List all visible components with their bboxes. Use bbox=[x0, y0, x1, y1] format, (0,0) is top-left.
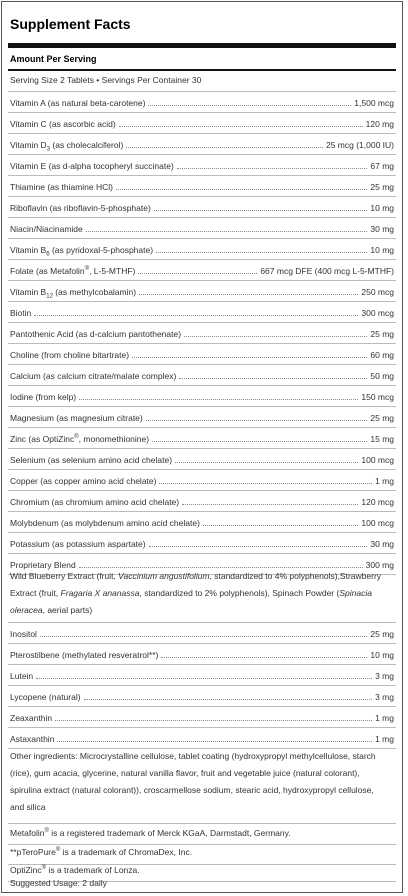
divider bbox=[8, 427, 396, 428]
divider bbox=[8, 154, 396, 155]
nutrient-row-zeaxanthin: Zeaxanthin 1 mg bbox=[10, 713, 394, 723]
nutrient-row-lycopene: Lycopene (natural) 3 mg bbox=[10, 692, 394, 702]
serving-info: Serving Size 2 Tablets • Servings Per Container 30 bbox=[10, 75, 202, 85]
trademark-pteropure: **pTeroPure® is a trademark of ChromaDex, Inc. bbox=[10, 847, 193, 857]
nutrient-row-potassium: Potassium (as potassium aspartate) 30 mg bbox=[10, 539, 394, 549]
nutrient-row-lutein: Lutein 3 mg bbox=[10, 671, 394, 681]
nutrient-row-selenium: Selenium (as selenium amino acid chelate) 100 mcg bbox=[10, 455, 394, 465]
nutrient-row-vitamin-b6: Vitamin $B_6$ (as pyridoxal-5-phosphate) 10 mg bbox=[10, 245, 394, 258]
trademark-optizinc: OptiZinc® is a trademark of Lonza. bbox=[10, 865, 140, 875]
divider bbox=[8, 133, 396, 134]
nutrient-row-astaxanthin: Astaxanthin 1 mg bbox=[10, 734, 394, 744]
divider bbox=[8, 685, 396, 686]
divider bbox=[8, 91, 396, 92]
divider bbox=[8, 406, 396, 407]
thick-divider bbox=[8, 43, 396, 48]
medium-divider bbox=[8, 69, 396, 71]
nutrient-row-biotin: Biotin 300 mcg bbox=[10, 308, 394, 318]
divider bbox=[8, 622, 396, 623]
divider bbox=[8, 385, 396, 386]
divider bbox=[8, 511, 396, 512]
divider bbox=[8, 322, 396, 323]
nutrient-row-choline: Choline (from choline bitartrate) 60 mg bbox=[10, 350, 394, 360]
divider bbox=[8, 217, 396, 218]
nutrient-row-copper: Copper (as copper amino acid chelate) 1 mg bbox=[10, 476, 394, 486]
nutrient-row-vitamin-b12: Vitamin $B_{12}$ (as methylcobalamin) 250 mcg bbox=[10, 287, 394, 300]
nutrient-row-vitamin-e: Vitamin E (as d-alpha tocopheryl succinate) 67 mg bbox=[10, 161, 394, 171]
nutrient-row-calcium: Calcium (as calcium citrate/malate complex) 50 mg bbox=[10, 371, 394, 381]
nutrient-row-iodine: Iodine (from kelp) 150 mcg bbox=[10, 392, 394, 402]
supplement-facts-panel bbox=[1, 1, 403, 893]
divider bbox=[8, 448, 396, 449]
divider bbox=[8, 532, 396, 533]
divider bbox=[8, 238, 396, 239]
nutrient-row-molybdenum: Molybdenum (as molybdenum amino acid chelate) 100 mcg bbox=[10, 518, 394, 528]
nutrient-row-niacin: Niacin/Niacinamide 30 mg bbox=[10, 224, 394, 234]
divider bbox=[8, 664, 396, 665]
divider bbox=[8, 343, 396, 344]
divider bbox=[8, 301, 396, 302]
divider bbox=[8, 175, 396, 176]
divider bbox=[8, 112, 396, 113]
divider bbox=[8, 490, 396, 491]
panel-title: Supplement Facts bbox=[10, 16, 131, 32]
divider bbox=[8, 706, 396, 707]
nutrient-row-riboflavin: Riboflavin (as riboflavin-5-phosphate) 10 mg bbox=[10, 203, 394, 213]
divider bbox=[8, 280, 396, 281]
nutrient-row-inositol: Inositol 25 mg bbox=[10, 629, 394, 639]
suggested-usage: Suggested Usage: 2 daily bbox=[10, 878, 107, 888]
other-ingredients: Other ingredients: Microcrystalline cellulose, tablet coating (hydroxypropyl methylcellulose, starch (rice), gum acacia, glycerine, natural vanilla flavor, fruit and vegetable juice (natural colorant), spirulina extract (natural colorant)), croscarmellose sodium, stearic acid, hydroxypropyl cellulose, and silica bbox=[10, 751, 376, 812]
nutrient-row-folate: Folate (as Metafolin®, L-5-MTHF) 667 mcg DFE (400 mcg L-5-MTHF) bbox=[10, 266, 394, 276]
divider bbox=[8, 823, 396, 824]
nutrient-row-pantothenic-acid: Pantothenic Acid (as d-calcium pantothenate) 25 mg bbox=[10, 329, 394, 339]
divider bbox=[8, 196, 396, 197]
nutrient-row-pterostilbene: Pterostilbene (methylated resveratrol**) 10 mg bbox=[10, 650, 394, 660]
proprietary-blend-description: Wild Blueberry Extract (fruit, Vaccinium angustifolium, standardized to 4% polyphenols),Strawberry Extract (fruit, Fragaria X ananassa, standardized to 2% polyphenols), Spinach Powder (Spinacia oleracea, aerial parts) bbox=[10, 571, 382, 615]
nutrient-row-proprietary-blend: Proprietary Blend 300 mg bbox=[10, 560, 394, 570]
divider bbox=[8, 259, 396, 260]
divider bbox=[8, 727, 396, 728]
nutrient-row-vitamin-a: Vitamin A (as natural beta-carotene) 1,500 mcg bbox=[10, 98, 394, 108]
divider bbox=[8, 364, 396, 365]
nutrient-row-vitamin-d3: Vitamin $D_3$ (as cholecalciferol) 25 mcg (1,000 IU) bbox=[10, 140, 394, 153]
divider bbox=[8, 553, 396, 554]
nutrient-row-magnesium: Magnesium (as magnesium citrate) 25 mg bbox=[10, 413, 394, 423]
divider bbox=[8, 469, 396, 470]
nutrient-row-thiamine: Thiamine (as thiamine HCl) 25 mg bbox=[10, 182, 394, 192]
nutrient-row-zinc: Zinc (as OptiZinc®, monomethionine) 15 mg bbox=[10, 434, 394, 444]
amount-per-serving-header: Amount Per Serving bbox=[10, 54, 97, 64]
trademark-metafolin: Metafolin® is a registered trademark of Merck KGaA, Darmstadt, Germany. bbox=[10, 828, 291, 838]
nutrient-row-chromium: Chromium (as chromium amino acid chelate) 120 mcg bbox=[10, 497, 394, 507]
divider bbox=[8, 643, 396, 644]
nutrient-row-vitamin-c: Vitamin C (as ascorbic acid) 120 mg bbox=[10, 119, 394, 129]
